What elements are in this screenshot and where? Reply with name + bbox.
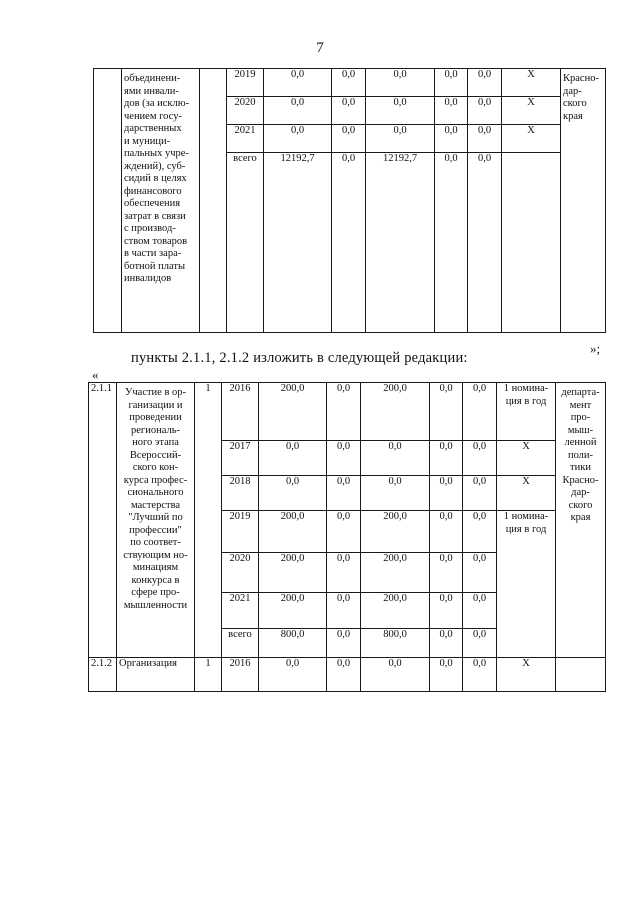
result-cell: X [502, 97, 561, 125]
amendment-instruction: пункты 2.1.1, 2.1.2 изложить в следующей редакции: [131, 350, 468, 366]
regional-funding: 0,0 [366, 97, 435, 125]
measure-description: Организация [117, 658, 195, 692]
page-number: 7 [316, 40, 324, 56]
measure-description: Участие в ор- ганизации и проведении региональ- ного этапа Всероссий- ского кон- курса профес- сионального мастерства "Лучший по профессии" по соответ- ствующим но- минациям конкурса в сфере про- мышленности [117, 383, 195, 658]
year-cell: 2020 [227, 97, 264, 125]
year-cell: 2016 [222, 383, 259, 441]
responsible-cell [556, 658, 606, 692]
local-funding: 0,0 [430, 629, 463, 658]
other-funding: 0,0 [463, 658, 497, 692]
item-number: 2.1.2 [89, 658, 117, 692]
total-funding: 200,0 [259, 553, 327, 593]
other-funding: 0,0 [463, 593, 497, 629]
result-cell: X [502, 125, 561, 153]
measure-description: объединени- ями инвали- дов (за исклю- чением госу- дарственных и муници- пальных учре- ждений), суб- сидий в целях финансового обеспечения затрат в связи с производ- ством товаров в части зара- ботной платы инвалидов [122, 69, 200, 333]
total-funding: 0,0 [264, 97, 332, 125]
status-cell: 1 [195, 658, 222, 692]
number-cell [94, 69, 122, 333]
total-funding: 200,0 [259, 593, 327, 629]
regional-funding: 0,0 [361, 441, 430, 476]
federal-funding: 0,0 [327, 593, 361, 629]
year-cell: 2019 [222, 511, 259, 553]
total-funding: 0,0 [264, 69, 332, 97]
local-funding: 0,0 [430, 593, 463, 629]
local-funding: 0,0 [430, 383, 463, 441]
year-cell: 2019 [227, 69, 264, 97]
result-cell: 1 номина- ция в год [497, 383, 556, 441]
status-cell [200, 69, 227, 333]
federal-funding: 0,0 [327, 553, 361, 593]
continuation-table [93, 68, 606, 333]
responsible-cell: департа- мент про- мыш- ленной поли- тики Красно- дар- ского края [556, 383, 606, 658]
regional-funding: 200,0 [361, 383, 430, 441]
result-cell: X [497, 441, 556, 476]
federal-funding: 0,0 [327, 383, 361, 441]
local-funding: 0,0 [430, 441, 463, 476]
year-cell: 2017 [222, 441, 259, 476]
other-funding: 0,0 [468, 69, 502, 97]
total-funding: 0,0 [259, 441, 327, 476]
regional-funding: 200,0 [361, 511, 430, 553]
other-funding: 0,0 [468, 125, 502, 153]
local-funding: 0,0 [430, 511, 463, 553]
item-number: 2.1.1 [89, 383, 117, 658]
regional-funding: 12192,7 [366, 153, 435, 333]
closing-quote: »; [590, 341, 601, 356]
regional-funding: 0,0 [366, 69, 435, 97]
local-funding: 0,0 [430, 658, 463, 692]
federal-funding: 0,0 [327, 476, 361, 511]
regional-funding: 0,0 [366, 125, 435, 153]
local-funding: 0,0 [435, 153, 468, 333]
regional-funding: 800,0 [361, 629, 430, 658]
federal-funding: 0,0 [327, 658, 361, 692]
result-cell: X [502, 69, 561, 97]
total-funding: 800,0 [259, 629, 327, 658]
other-funding: 0,0 [463, 383, 497, 441]
federal-funding: 0,0 [327, 441, 361, 476]
local-funding: 0,0 [435, 69, 468, 97]
local-funding: 0,0 [430, 553, 463, 593]
local-funding: 0,0 [430, 476, 463, 511]
federal-funding: 0,0 [327, 629, 361, 658]
federal-funding: 0,0 [327, 511, 361, 553]
responsible-cell: Красно- дар- ского края [561, 69, 606, 333]
other-funding: 0,0 [463, 441, 497, 476]
total-funding: 0,0 [259, 658, 327, 692]
year-cell: 2020 [222, 553, 259, 593]
regional-funding: 0,0 [361, 658, 430, 692]
local-funding: 0,0 [435, 97, 468, 125]
other-funding: 0,0 [463, 553, 497, 593]
status-cell: 1 [195, 383, 222, 658]
other-funding: 0,0 [463, 629, 497, 658]
year-cell: 2018 [222, 476, 259, 511]
total-funding: 200,0 [259, 511, 327, 553]
regional-funding: 200,0 [361, 553, 430, 593]
result-cell: 1 номина- ция в год [497, 511, 556, 658]
other-funding: 0,0 [463, 511, 497, 553]
total-funding: 12192,7 [264, 153, 332, 333]
year-cell: 2021 [222, 593, 259, 629]
federal-funding: 0,0 [332, 69, 366, 97]
other-funding: 0,0 [468, 97, 502, 125]
federal-funding: 0,0 [332, 153, 366, 333]
year-cell: 2016 [222, 658, 259, 692]
federal-funding: 0,0 [332, 125, 366, 153]
year-cell: 2021 [227, 125, 264, 153]
other-funding: 0,0 [463, 476, 497, 511]
amended-table [88, 382, 606, 692]
opening-quote: « [92, 367, 99, 382]
other-funding: 0,0 [468, 153, 502, 333]
total-funding: 200,0 [259, 383, 327, 441]
regional-funding: 0,0 [361, 476, 430, 511]
year-cell: всего [227, 153, 264, 333]
regional-funding: 200,0 [361, 593, 430, 629]
local-funding: 0,0 [435, 125, 468, 153]
federal-funding: 0,0 [332, 97, 366, 125]
result-cell [502, 153, 561, 333]
year-cell: всего [222, 629, 259, 658]
total-funding: 0,0 [264, 125, 332, 153]
result-cell: X [497, 658, 556, 692]
total-funding: 0,0 [259, 476, 327, 511]
result-cell: X [497, 476, 556, 511]
